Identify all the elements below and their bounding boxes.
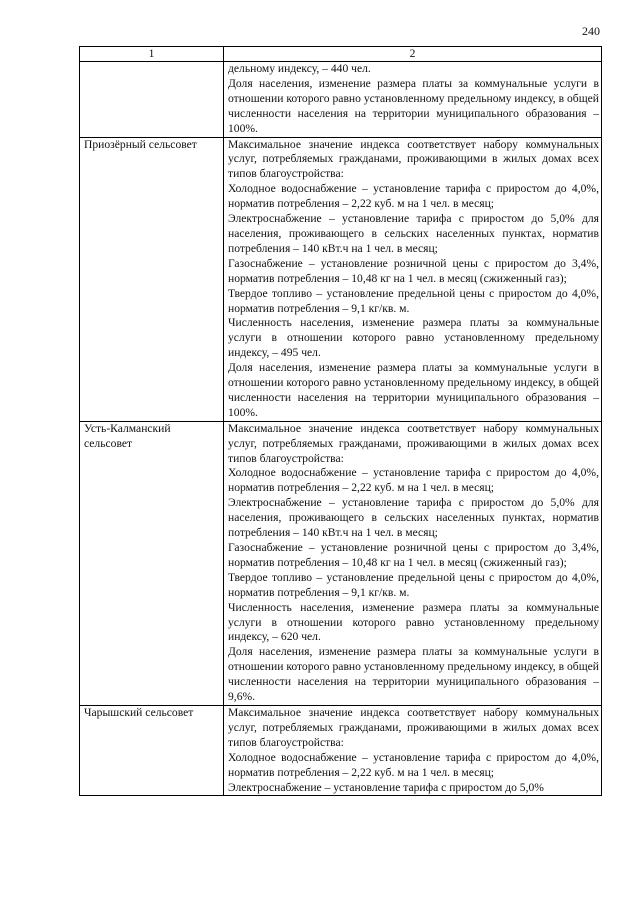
description-paragraph: Холодное водоснабжение – установление тарифа с приростом до 4,0%, норматив потребления – 2,22 куб. м на 1 чел. в месяц; xyxy=(228,182,599,211)
description-paragraph: Электроснабжение – установление тарифа с приростом до 5,0% xyxy=(228,780,544,794)
municipality-cell xyxy=(80,421,224,705)
column-header-2: 2 xyxy=(224,47,602,62)
column-header-1: 1 xyxy=(80,47,224,62)
table-row xyxy=(80,421,602,705)
municipality-cell xyxy=(80,137,224,421)
description-cell xyxy=(224,62,602,138)
table-row xyxy=(80,137,602,421)
table-header-row xyxy=(80,47,602,62)
description-paragraph: Электроснабжение – установление тарифа с приростом до 5,0% для населения, проживающего в сельских населенных пунктах, норматив потребления – 140 кВт.ч на 1 чел. в месяц; xyxy=(228,496,599,540)
description-paragraph: Газоснабжение – установление розничной цены с приростом до 3,4%, норматив потребления – 10,48 кг на 1 чел. в месяц (сжиженный газ); xyxy=(228,256,599,285)
description-cell xyxy=(224,705,602,795)
description-paragraph: Доля населения, изменение размера платы за коммунальные услуги в отношении которого равно установленному предельному индексу, в общей численности населения на территории муниципального образования – 100%. xyxy=(228,76,599,135)
page-number: 240 xyxy=(582,24,600,38)
description-paragraph: Максимальное значение индекса соответствует набору коммунальных услуг, потребляемых гражданами, проживающими в жилых домах всех типов благоустройства: xyxy=(228,705,599,749)
description-paragraph: Холодное водоснабжение – установление тарифа с приростом до 4,0%, норматив потребления – 2,22 куб. м на 1 чел. в месяц; xyxy=(228,466,599,495)
description-paragraph: Твердое топливо – установление предельной цены с приростом до 4,0%, норматив потребления – 9,1 кг/кв. м. xyxy=(228,286,599,315)
description-paragraph: Газоснабжение – установление розничной цены с приростом до 3,4%, норматив потребления – 10,48 кг на 1 чел. в месяц (сжиженный газ); xyxy=(228,541,599,569)
description-paragraph: дельному индексу, – 440 чел. xyxy=(228,62,371,75)
description-paragraph: Доля населения, изменение размера платы за коммунальные услуги в отношении которого равно установленному предельному индексу, в общей численности населения на территории муниципального образования – 9,6%. xyxy=(228,645,599,704)
table-row xyxy=(80,62,602,138)
municipality-name: Приозёрный сельсовет xyxy=(84,137,197,151)
description-paragraph: Твердое топливо – установление предельной цены с приростом до 4,0%, норматив потребления – 9,1 кг/кв. м. xyxy=(228,570,599,599)
description-cell xyxy=(224,421,602,705)
description-cell xyxy=(224,137,602,421)
municipality-cell xyxy=(80,62,224,138)
municipality-name: Усть-Калманский сельсовет xyxy=(84,421,171,450)
municipality-cell xyxy=(80,705,224,795)
description-paragraph: Максимальное значение индекса соответствует набору коммунальных услуг, потребляемых гражданами, проживающими в жилых домах всех типов благоустройства: xyxy=(228,421,599,465)
description-paragraph: Численность населения, изменение размера платы за коммунальные услуги в отношении которого равно установленному предельному индексу, – 495 чел. xyxy=(228,316,599,360)
description-paragraph: Электроснабжение – установление тарифа с приростом до 5,0% для населения, проживающего в сельских населенных пунктах, норматив потребления – 140 кВт.ч на 1 чел. в месяц; xyxy=(228,212,599,255)
description-paragraph: Численность населения, изменение размера платы за коммунальные услуги в отношении которого равно установленному предельному индексу, – 620 чел. xyxy=(228,600,599,644)
municipality-name: Чарышский сельсовет xyxy=(84,705,194,719)
table-row xyxy=(80,705,602,795)
tariff-table xyxy=(79,46,602,796)
description-paragraph: Максимальное значение индекса соответствует набору коммунальных услуг, потребляемых гражданами, проживающими в жилых домах всех типов благоустройства: xyxy=(228,137,599,181)
description-paragraph: Холодное водоснабжение – установление тарифа с приростом до 4,0%, норматив потребления – 2,22 куб. м на 1 чел. в месяц; xyxy=(228,750,599,779)
description-paragraph: Доля населения, изменение размера платы за коммунальные услуги в отношении которого равно установленному предельному индексу, в общей численности населения на территории муниципального образования – 100%. xyxy=(228,361,599,419)
